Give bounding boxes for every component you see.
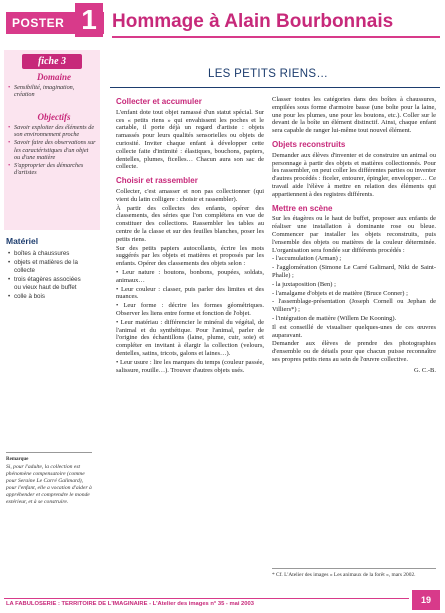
- footer-text: LA FABULOSERIE : TERRITOIRE DE L'IMAGINAIRE - L'Atelier des images n° 35 - mai 2003: [6, 601, 254, 607]
- list-item: • trois étagères associées ou vieux haut de buffet: [8, 276, 88, 292]
- subheading-collecter: Collecter et accumuler: [116, 97, 202, 106]
- list-item: • objets et matières de la collecte: [8, 259, 88, 275]
- subheading-mettre: Mettre en scène: [272, 203, 333, 213]
- remarque-text: Si, pour l'adulte, la collection est phénomène compensatoire (comme pour Seraine Le Carré Galimard), pour l'enfant, elle a vocation d'aider à appréhender et comprendre le monde extérieur, et à se construire.: [6, 464, 92, 505]
- signature: G. C.-B.: [413, 366, 436, 374]
- bullet-item: • Leur matériau : différencier le minéral du végétal, de l'animal et du synthétique. Pour l'animal, parler de l'origine des échantillons (laine, plume, cuir, soie) et compléter en invitant à élargir la collection (velours, dentelles, satins, tricots, galons et laines…).: [116, 318, 264, 357]
- list-item: • colle à bois: [8, 293, 88, 301]
- list-item: • S'approprier des démarches d'artistes: [8, 162, 96, 176]
- dash-item: - l'agglomération (Simone Le Carré Galimard, Niki de Saint-Phalle) ;: [272, 264, 436, 279]
- footnote: * Cf. L'Atelier des images « Les animaux de la forêt », mars 2002.: [272, 568, 436, 579]
- section-title: LES PETITS RIENS…: [208, 68, 329, 80]
- section-divider: [110, 87, 440, 88]
- paragraph: L'enfant dote tout objet ramassé d'un statut spécial. Sur ces « petits riens » qui envahissent les poches et le cartable, il porte déjà un regard d'artiste : objets ramassés pour leurs qualités sensorielles ou objets de curiosité. Inviter chaque enfant à développer cette collecte faite d'intimité : élastiques, bouchons, papiers, dentelles, plumes, ficelles… Chacun aura son sac de collecte.: [116, 108, 264, 171]
- bullet-item: • Leur couleur : classer, puis parler des limites et des nuances.: [116, 285, 264, 301]
- remarque-box: [6, 452, 92, 506]
- dash-item: - l'intégration de matière (Willem De Kooning).: [272, 314, 397, 322]
- paragraph: Demander aux élèves d'inventer et de construire un animal ou personnage à partir des objets et matières collectionnés. Pour les rassembler, on peut coller les différentes parties ou inventer d'autres procédés : ficeler, entourer, épingler, envelopper… Ce travail aide l'élève à mettre en relation des éléments qui appartiennent à des registres différents.: [272, 151, 436, 198]
- domaine-heading: Domaine: [36, 72, 71, 82]
- materiel-heading: Matériel: [6, 236, 39, 246]
- paragraph: Collecter, c'est amasser et non pas collectionner (qui vient du latin colligere : choisir et rassembler).: [116, 187, 264, 203]
- bullet-item: • Leur forme : décrire les formes géométriques. Observer les liens entre forme et fonction de l'objet.: [116, 302, 264, 317]
- bullet-item: • Leur usure : lire les marques du temps (couleur passée, salissure, rouille…). Trouver d'autres objets usés.: [116, 358, 264, 374]
- list-item: • Savoir exploiter des éléments de son environnement proche: [8, 124, 96, 138]
- objectifs-heading: Objectifs: [37, 112, 71, 122]
- remarque-label: Remarque: [6, 457, 29, 462]
- bullet-item: • Leur nature : boutons, bonbons, poupées, soldats, animaux…: [116, 268, 264, 284]
- page-title: Hommage à Alain Bourbonnais: [112, 11, 394, 32]
- article-column-1: [116, 96, 264, 375]
- dash-item: - la juxtaposition (Ben) ;: [272, 280, 336, 288]
- dash-item: - l'assemblage-présentation (Joseph Cornell ou Jephan de Villiers*) ;: [272, 298, 436, 314]
- article-column-2: [272, 96, 436, 376]
- subheading-objets: Objets reconstruits: [272, 139, 346, 149]
- paragraph: Demander aux élèves de prendre des photographies d'ensemble ou de détails pour que chacun puisse reconnaître ses propres petits riens au sein de l'œuvre collective.: [272, 340, 436, 363]
- dash-item: - l'accumulation (Arman) ;: [272, 255, 342, 263]
- paragraph: À partir des collectes des enfants, opérer des classements, des séries que l'on complétera en vue de constituer des collections. Rassembler les tables au centre de la classe et sur des feuilles blanches, poser les petits riens.: [116, 204, 264, 243]
- title-divider: [112, 36, 440, 38]
- list-item: • boîtes à chaussures: [8, 250, 88, 258]
- paragraph: Sur des petits papiers autocollants, écrire les mots suggérés par les objets et matières et proposés par les enfants. Opérer des classements des objets selon :: [116, 244, 264, 268]
- page-header: [0, 0, 445, 44]
- list-item: • Sensibilité, imagination, création: [8, 84, 96, 98]
- dash-item: - l'amalgame d'objets et de matière (Bruce Conner) ;: [272, 289, 408, 297]
- paragraph: Il est conseillé de visualiser quelques-unes de ces œuvres auparavant.: [272, 323, 436, 339]
- domaine-list: [8, 84, 96, 99]
- poster-label: POSTER: [6, 12, 104, 34]
- objectifs-list: [8, 124, 96, 177]
- subheading-choisir: Choisir et rassembler: [116, 176, 198, 186]
- list-item: • Savoir faire des observations sur les caractéristiques d'un objet ou d'une matière: [8, 139, 96, 161]
- fiche-tab: fiche 3: [22, 54, 82, 69]
- paragraph: Classer toutes les catégories dans des boîtes à chaussures, empilées sous forme d'armoire basse (une boîte pour la laine, une pour les plumes, une pour les boutons, etc.). Coller sur le devant de la boîte un élément distinctif. Ainsi, chaque enfant sera capable de ranger lui-même tout nouvel élément.: [272, 96, 436, 135]
- materiel-list: [8, 250, 88, 302]
- page-number: 19: [412, 590, 440, 610]
- poster-number: 1: [75, 3, 103, 37]
- footer-divider: [4, 598, 409, 599]
- paragraph: Sur les étagères ou le haut de buffet, proposer aux enfants de réaliser une installation à dominante rose ou bleue. Commencer par installer les objets reconstruits, puis l'ensemble des objets ou matières de la couleur déterminée. L'organisation sera fondée sur différents procédés :: [272, 215, 436, 254]
